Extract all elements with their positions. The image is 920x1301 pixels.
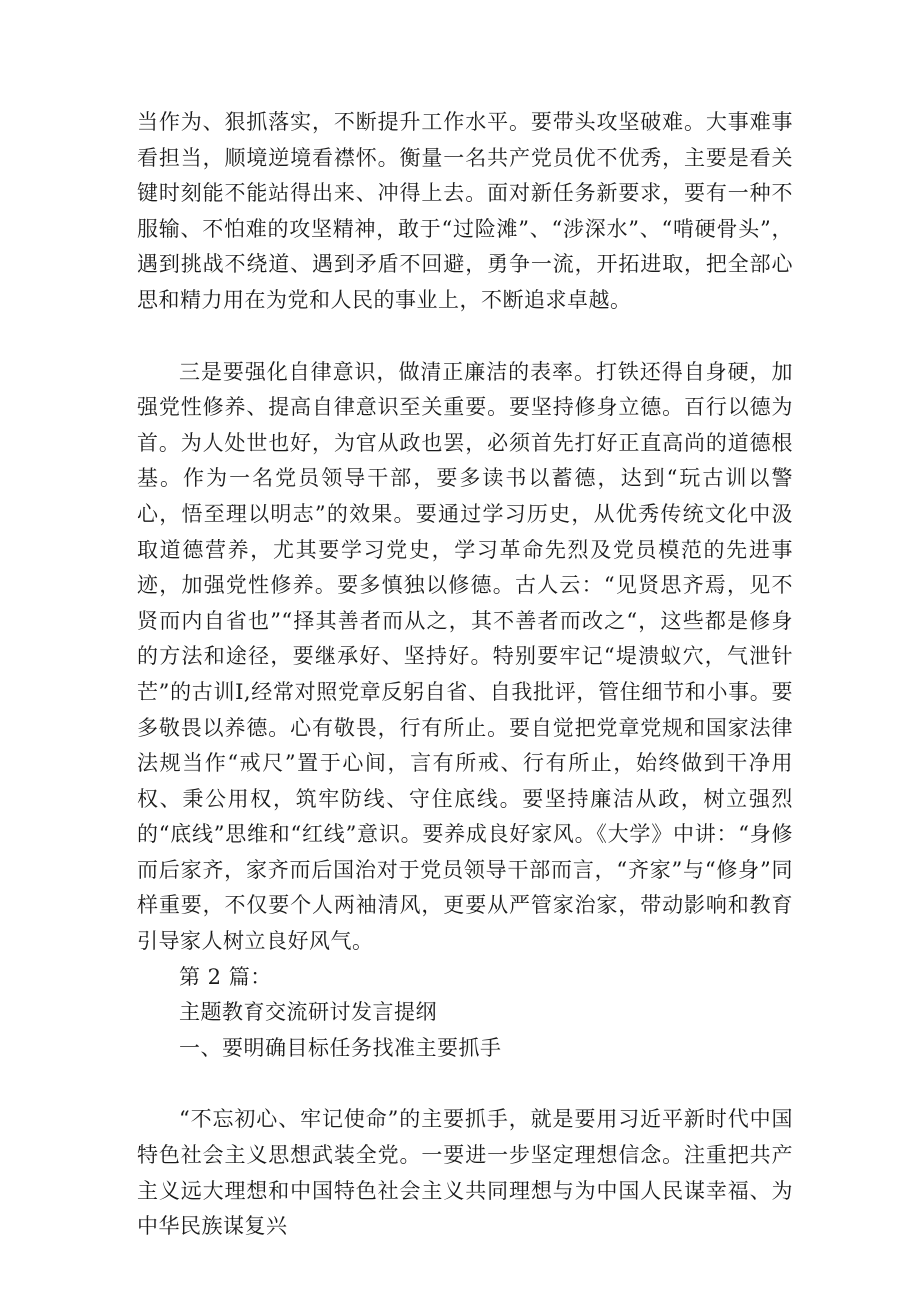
section-heading: 一、要明确目标任务找准主要抓手 — [179, 1035, 502, 1060]
document-body — [137, 105, 793, 1245]
chapter-title: 主题教育交流研讨发言提纲 — [179, 1000, 437, 1025]
section-paragraph: “不忘初心、牢记使命”的主要抓手，就是要用习近平新时代中国特色社会主义思想武装全党。一要进一步坚定理想信念。注重把共产主义远大理想和中国特色社会主义共同理想与为中国人民谋幸福、为中华民族谋复兴 — [137, 1107, 793, 1239]
paragraph-self-discipline: 三是要强化自律意识，做清正廉洁的表率。打铁还得自身硬，加强党性修养、提高自律意识至关重要。要坚持修身立德。百行以德为首。为人处世也好，为官从政也罢，必须首先打好正直高尚的道德根基。作为一名党员领导干部，要多读书以蓄德，达到“玩古训以警心，悟至理以明志”的效果。要通过学习历史，从优秀传统文化中汲取道德营养，尤其要学习党史，学习革命先烈及党员模范的先进事迹，加强党性修养。要多慎独以修德。古人云：“见贤思齐焉，见不贤而内自省也”“择其善者而从之，其不善者而改之“，这些都是修身的方法和途径，要继承好、坚持好。特别要牢记“堤溃蚁穴，气泄针芒”的古训I,经常对照党章反躬自省、自我批评，管住细节和小事。要多敬畏以养德。心有敬畏，行有所止。要自觉把党章党规和国家法律法规当作“戒尺”置于心间，言有所戒、行有所止，始终做到干净用权、秉公用权，筑牢防线、守住底线。要坚持廉洁从政，树立强烈的“底线”思维和“红线”意识。要养成良好家风。《大学》中讲：“身修而后家齐，家齐而后国治对于党员领导干部而言，“齐家”与“修身”同样重要，不仅要个人两袖清风，更要从严管家治家，带动影响和教育引导家人树立良好风气。 — [137, 359, 793, 954]
chapter-label: 第 2 篇： — [179, 964, 272, 989]
paragraph-continuation: 当作为、狠抓落实，不断提升工作水平。要带头攻坚破难。大事难事看担当，顺境逆境看襟怀。衡量一名共产党员优不优秀，主要是看关键时刻能不能站得出来、冲得上去。面对新任务新要求，要有一种不服输、不怕难的攻坚精神，敢于“过险滩”、“涉深水”、“啃硬骨头”，遇到挑战不绕道、遇到矛盾不回避，勇争一流，开拓进取，把全部心思和精力用在为党和人民的事业上，不断追求卓越。 — [137, 110, 793, 312]
